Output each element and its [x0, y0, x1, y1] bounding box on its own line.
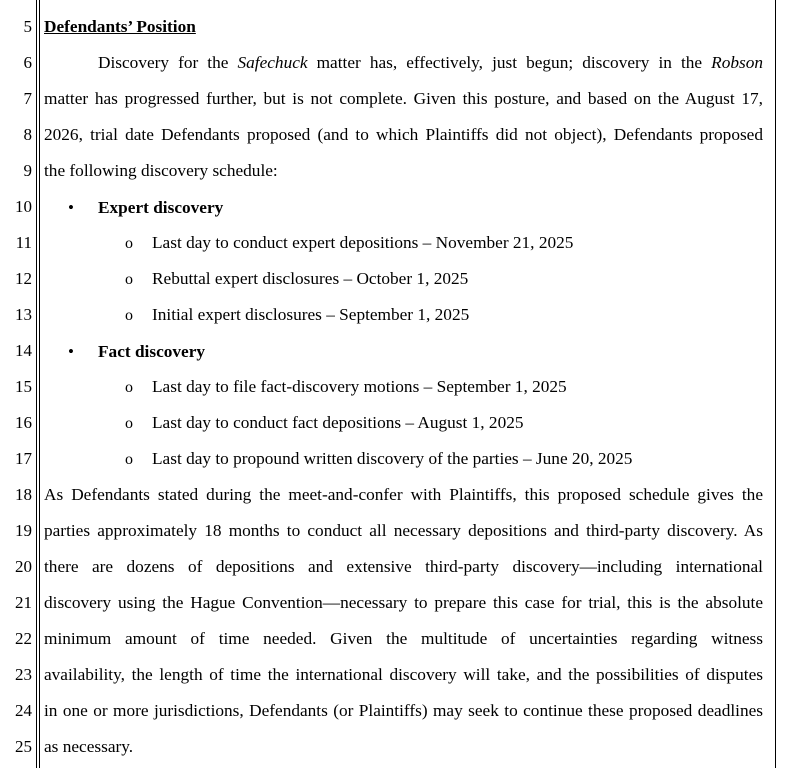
- sub-bullet-glyph: o: [125, 415, 133, 432]
- line-number: 8: [23, 125, 32, 144]
- line-number: 6: [23, 53, 32, 72]
- line-number: 22: [15, 629, 32, 648]
- line-number: 24: [15, 701, 32, 720]
- line-number: 7: [23, 89, 32, 108]
- sub-bullet-glyph: o: [125, 235, 133, 252]
- section-heading: Defendants’ Position: [44, 17, 196, 36]
- line-number: 11: [15, 233, 32, 252]
- para2-line: parties approximately 18 months to conduct all necessary depositions and third-party discovery. As: [44, 521, 763, 540]
- case-name-safechuck: Safechuck: [237, 53, 308, 72]
- left-margin-rule: [36, 0, 37, 768]
- line-number: 19: [15, 521, 32, 540]
- list-item: Last day to conduct fact depositions – August 1, 2025: [152, 413, 524, 432]
- para2-line: there are dozens of depositions and extensive third-party discovery—including international: [44, 557, 763, 576]
- line-number: 18: [15, 485, 32, 504]
- line-number: 25: [15, 737, 32, 756]
- bullet-glyph: •: [68, 342, 74, 361]
- line-number: 17: [15, 449, 32, 468]
- list-item: Initial expert disclosures – September 1, 2025: [152, 305, 470, 324]
- line-number: 20: [15, 557, 32, 576]
- line-number: 15: [15, 377, 32, 396]
- list-item: Rebuttal expert disclosures – October 1, 2025: [152, 269, 469, 288]
- para2-line: discovery using the Hague Convention—necessary to prepare this case for trial, this is the absolute: [44, 593, 763, 612]
- line-number: 5: [23, 17, 32, 36]
- para2-line: minimum amount of time needed. Given the multitude of uncertainties regarding witness: [44, 629, 763, 648]
- sub-bullet-glyph: o: [125, 307, 133, 324]
- para2-line: as necessary.: [44, 737, 134, 756]
- list-item: Last day to propound written discovery of the parties – June 20, 2025: [152, 449, 633, 468]
- para1-line3: 2026, trial date Defendants proposed (and to which Plaintiffs did not object), Defendants proposed: [44, 125, 763, 144]
- sub-bullet-glyph: o: [125, 271, 133, 288]
- fact-discovery-title: Fact discovery: [98, 342, 206, 361]
- line-number: 10: [15, 197, 32, 216]
- line-number: 23: [15, 665, 32, 684]
- list-item: Last day to file fact-discovery motions – September 1, 2025: [152, 377, 567, 396]
- sub-bullet-glyph: o: [125, 379, 133, 396]
- case-name-robson: Robson: [711, 53, 763, 72]
- para2-line: in one or more jurisdictions, Defendants (or Plaintiffs) may seek to continue these proposed deadlines: [44, 701, 763, 720]
- list-item: Last day to conduct expert depositions – November 21, 2025: [152, 233, 574, 252]
- para2-line: As Defendants stated during the meet-and-confer with Plaintiffs, this proposed schedule gives the: [44, 485, 763, 504]
- bullet-glyph: •: [68, 198, 74, 217]
- expert-discovery-title: Expert discovery: [98, 198, 224, 217]
- left-margin-rule-inner: [39, 0, 40, 768]
- para2-line: availability, the length of time the international discovery will take, and the possibilities of disputes: [44, 665, 763, 684]
- line-number: 13: [15, 305, 32, 324]
- para1-line2: matter has progressed further, but is not complete. Given this posture, and based on the August 17,: [44, 89, 763, 108]
- line-number: 14: [15, 341, 32, 360]
- line-number: 12: [15, 269, 32, 288]
- right-margin-rule: [775, 0, 776, 768]
- sub-bullet-glyph: o: [125, 451, 133, 468]
- line-number: 21: [15, 593, 32, 612]
- line-number: 9: [23, 161, 32, 180]
- line-number: 16: [15, 413, 32, 432]
- para1-line4: the following discovery schedule:: [44, 161, 278, 180]
- para1-line1: Discovery for the Safechuck matter has, effectively, just begun; discovery in the Robson: [98, 53, 763, 72]
